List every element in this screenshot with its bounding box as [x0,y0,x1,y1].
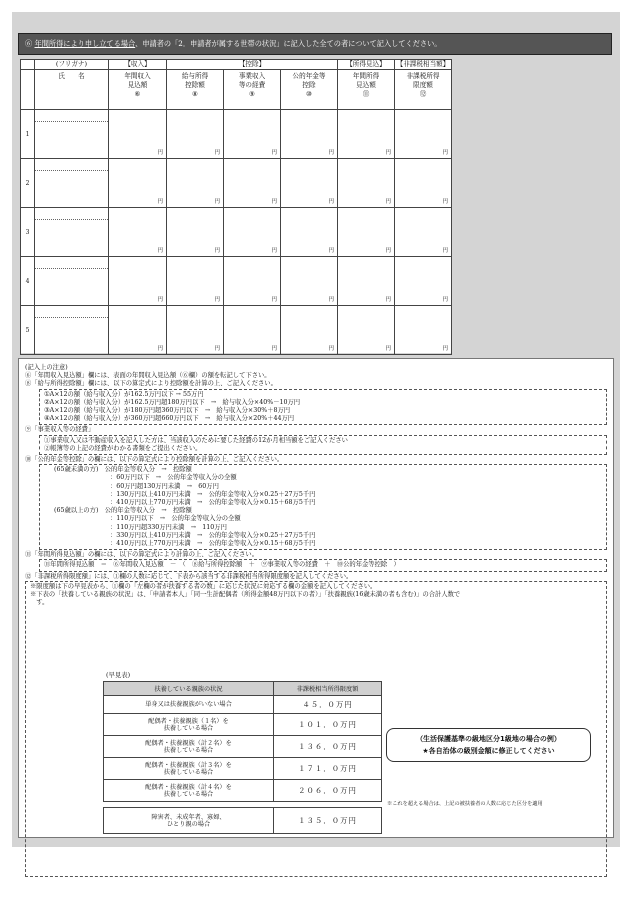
notes-heading: (記入上の注意) [25,364,68,371]
note-10: ⑩「公的年金等控除」の欄には、以下の算定式により控除額を計算の上、ご記入ください。 [25,456,284,464]
quick-limit-value: １０１．０万円 [274,714,382,736]
quick-status: 配偶者・扶養親族（計３名）を 扶養している場合 [104,758,274,780]
yen-unit: 円 [271,199,277,205]
header-name: 氏 名 [35,70,109,110]
name-input[interactable] [35,208,109,257]
section-banner [18,33,612,55]
yen-unit: 円 [328,199,334,205]
corner-cell [21,60,35,70]
amount-input[interactable] [281,306,338,355]
row-number: 2 [21,159,35,208]
note-12-line: ※限度額は下の早見表から、①欄の「左欄の者が扶養する者の数」に応じた状況に対応する欄の金額を記入してください。 [30,582,377,590]
yen-unit: 円 [214,150,220,156]
yen-unit: 円 [385,248,391,254]
amount-input[interactable] [224,159,281,208]
note-8-box [39,389,607,426]
banner-number: ⑥ [25,39,33,48]
corner-cell-2 [21,70,35,110]
yen-unit: 円 [385,199,391,205]
amount-input[interactable] [167,306,224,355]
quick-body [104,696,382,834]
header-hikazei-group: 【非課税相当額】 [395,60,452,70]
quick-row [104,736,382,758]
name-input[interactable] [35,110,109,159]
example-notice-box [386,728,591,762]
note-8-line: ④A×12の額（給与収入分）が360万円超660万円以下 → 給与収入分×20%＋44万円 [44,415,295,423]
note-9-line: ②帳簿等の上記の経費がわかる書類をご提出ください。 [44,444,202,452]
table-row [21,257,452,306]
note-9-box [39,435,607,455]
amount-input[interactable] [338,306,395,355]
income-table [20,59,452,355]
yen-unit: 円 [157,199,163,205]
header-income-group: 【収入】 [109,60,167,70]
amount-input[interactable] [338,159,395,208]
banner-link: 年間所得により申し立てる場合 [34,39,136,48]
amount-input[interactable] [395,208,452,257]
note-12-line: す。 [30,599,49,607]
furigana-input[interactable] [35,159,108,171]
table-row [21,110,452,159]
name-input[interactable] [35,159,109,208]
note-10-box [39,464,607,550]
yen-unit: 円 [157,248,163,254]
amount-input[interactable] [167,208,224,257]
yen-unit: 円 [271,150,277,156]
yen-unit: 円 [157,297,163,303]
quick-row-special [104,808,382,834]
amount-input[interactable] [109,208,167,257]
table-row [21,159,452,208]
quick-row [104,714,382,736]
note-10-line: ：410万円以上770万円未満 → 公的年金等収入分×0.15＋68万5千円 [110,540,316,548]
header-col-11: 年間所得 見込額 ⑪ [338,70,395,110]
amount-input[interactable] [167,110,224,159]
note-10-line: ：130万円以上410万円未満 → 公的年金等収入分×0.25＋27万5千円 [110,490,316,498]
quick-limit-value: １３６．０万円 [274,736,382,758]
quick-status: 障害者、未成年者、寡婦、 ひとり親の場合 [104,808,274,834]
quick-row [104,758,382,780]
quick-limit-value: １７１．０万円 [274,758,382,780]
quick-reference-table [103,681,382,834]
quick-limit-value: ４５．０万円 [274,696,382,714]
amount-input[interactable] [167,257,224,306]
furigana-input[interactable] [35,110,108,122]
note-8: ⑧「給与所得控除額」欄には、以下の算定式により控除額を計算の上、ご記入ください。 [25,380,277,388]
yen-unit: 円 [385,297,391,303]
note-11: ⑪「年間所得見込額」の欄には、以下の算定式により計算の上、ご記入ください。 [25,551,258,559]
row-number: 1 [21,110,35,159]
example-line-2: ★各自治体の級別金額に修正してください [422,747,555,755]
header-col-8: 給与所得 控除額 ⑧ [167,70,224,110]
amount-input[interactable] [224,208,281,257]
yen-unit: 円 [271,346,277,352]
yen-unit: 円 [442,150,448,156]
note-8-line: ③A×12の額（給与収入分）が180万円超360万円以下 → 給与収入分×30%＋8万円 [44,407,291,415]
quick-limit-value: ２０６．０万円 [274,780,382,802]
amount-input[interactable] [224,257,281,306]
quick-row [104,780,382,802]
amount-input[interactable] [338,257,395,306]
banner-mid: 、申請者の「2．申請者が属する世帯の状況」 [135,39,284,48]
amount-input[interactable] [281,257,338,306]
header-shotoku-group: 【所得見込】 [338,60,395,70]
quick-status: 配偶者・扶養親族（計２名）を 扶養している場合 [104,736,274,758]
amount-input[interactable] [281,159,338,208]
amount-input[interactable] [338,110,395,159]
header-col-10: 公的年金等 控除 ⑩ [281,70,338,110]
note-10-line: ：410万円以上770万円未満 → 公的年金等収入分×0.15＋68万5千円 [110,499,316,507]
yen-unit: 円 [271,248,277,254]
amount-input[interactable] [224,306,281,355]
table-row [21,306,452,355]
note-11-formula: ⑪年間所得見込額 ＝ ⑥年間収入見込額 － （ ⑧給与所得控除額 ＋ ⑨事業収入等の経費 ＋ ⑩公的年金等控除 ） [44,561,400,569]
yen-unit: 円 [442,297,448,303]
name-input[interactable] [35,306,109,355]
amount-input[interactable] [109,110,167,159]
header-col-9: 事業収入 等の経費 ⑨ [224,70,281,110]
yen-unit: 円 [157,346,163,352]
table-row [21,208,452,257]
yen-unit: 円 [442,199,448,205]
note-8-line: ①A×12の額（給与収入分）が162.5万円以下 → 55万円 [44,390,204,398]
note-10-line: ：330万円以上410万円未満 → 公的年金等収入分×0.25＋27万5千円 [110,531,316,539]
row-number: 3 [21,208,35,257]
amount-input[interactable] [395,306,452,355]
header-deduction-group: 【控除】 [167,60,338,70]
note-10-line: ：110万円以下 → 公的年金等収入分の全額 [110,515,241,523]
yen-unit: 円 [328,297,334,303]
note-12-line: ※下表の「扶養している親族の状況」は、「申請者本人」「同一生計配偶者（所得金額48万円以下の者）」「扶養親族(16歳未満の者も含む)」の合計人数で [30,591,461,599]
furigana-input[interactable] [35,306,108,318]
example-line-1: （生活保護基準の級地区分1級地の場合の例） [416,735,561,743]
yen-unit: 円 [442,248,448,254]
header-furigana: (フリガナ) [35,60,109,70]
amount-input[interactable] [109,159,167,208]
yen-unit: 円 [385,150,391,156]
amount-input[interactable] [338,208,395,257]
yen-unit: 円 [157,150,163,156]
yen-unit: 円 [271,297,277,303]
yen-unit: 円 [328,346,334,352]
row-number: 5 [21,306,35,355]
yen-unit: 円 [442,346,448,352]
note-10-under65-head: (65歳未満の方) 公的年金等収入分 → 控除額 [54,466,192,474]
quick-status: 配偶者・扶養親族（計４名）を 扶養している場合 [104,780,274,802]
amount-input[interactable] [395,257,452,306]
quick-table-title: (早見表) [106,671,131,679]
yen-unit: 円 [214,297,220,303]
yen-unit: 円 [214,346,220,352]
yen-unit: 円 [328,150,334,156]
yen-unit: 円 [385,346,391,352]
header-col-6: 年間収入 見込額 ⑥ [109,70,167,110]
yen-unit: 円 [214,199,220,205]
yen-unit: 円 [214,248,220,254]
furigana-input[interactable] [35,257,108,269]
table-body [21,110,452,355]
income-table-wrap [20,59,451,353]
note-12: ⑫「非課税所得限度額」には、①欄の人数に応じて、下表から該当する非課税相当所得限度額を記入してください。 [25,572,353,580]
note-10-over65-head: (65歳以上の方) 公的年金等収入分 → 控除額 [54,507,192,515]
note-8-line: ②A×12の額（給与収入分）が162.5万円超180万円以下 → 給与収入分×40%－10万円 [44,398,301,406]
quick-row [104,696,382,714]
footnote: ※これを超える場合は、上記の被扶養者の人数に応じた区分を適用 [387,801,543,807]
row-number: 4 [21,257,35,306]
amount-input[interactable] [109,306,167,355]
quick-status: 単身又は扶養親族がいない場合 [104,696,274,714]
amount-input[interactable] [281,208,338,257]
quick-header-status: 扶養している親族の状況 [104,682,274,696]
quick-status: 配偶者・扶養親族（１名）を 扶養している場合 [104,714,274,736]
quick-header-limit: 非課税相当所得限度額 [274,682,382,696]
note-10-line: ：110万円超330万円未満 → 110万円 [110,523,227,531]
amount-input[interactable] [395,110,452,159]
name-input[interactable] [35,257,109,306]
amount-input[interactable] [395,159,452,208]
header-col-12: 非課税所得 限度額 ⑫ [395,70,452,110]
amount-input[interactable] [281,110,338,159]
banner-rest: に記入した全ての者について記入してください。 [283,39,442,48]
amount-input[interactable] [224,110,281,159]
note-10-line: ：60万円超130万円未満 → 60万円 [110,482,219,490]
amount-input[interactable] [167,159,224,208]
furigana-input[interactable] [35,208,108,220]
note-6: ⑥「年間収入見込額」欄には、表面の年間収入見込額（⑥欄）の額を転記して下さい。 [25,372,271,380]
quick-limit-value: １３５．０万円 [274,808,382,834]
note-9-line: ①事業収入又は不動産収入を記入した方は、当該収入のために要した経費の12か月相当額をご記入ください [44,436,348,444]
yen-unit: 円 [328,248,334,254]
note-9: ⑨「事業収入等の経費」 [25,426,95,434]
note-10-line: ：60万円以下 → 公的年金等収入分の全額 [110,474,237,482]
note-11-box [39,559,607,571]
amount-input[interactable] [109,257,167,306]
